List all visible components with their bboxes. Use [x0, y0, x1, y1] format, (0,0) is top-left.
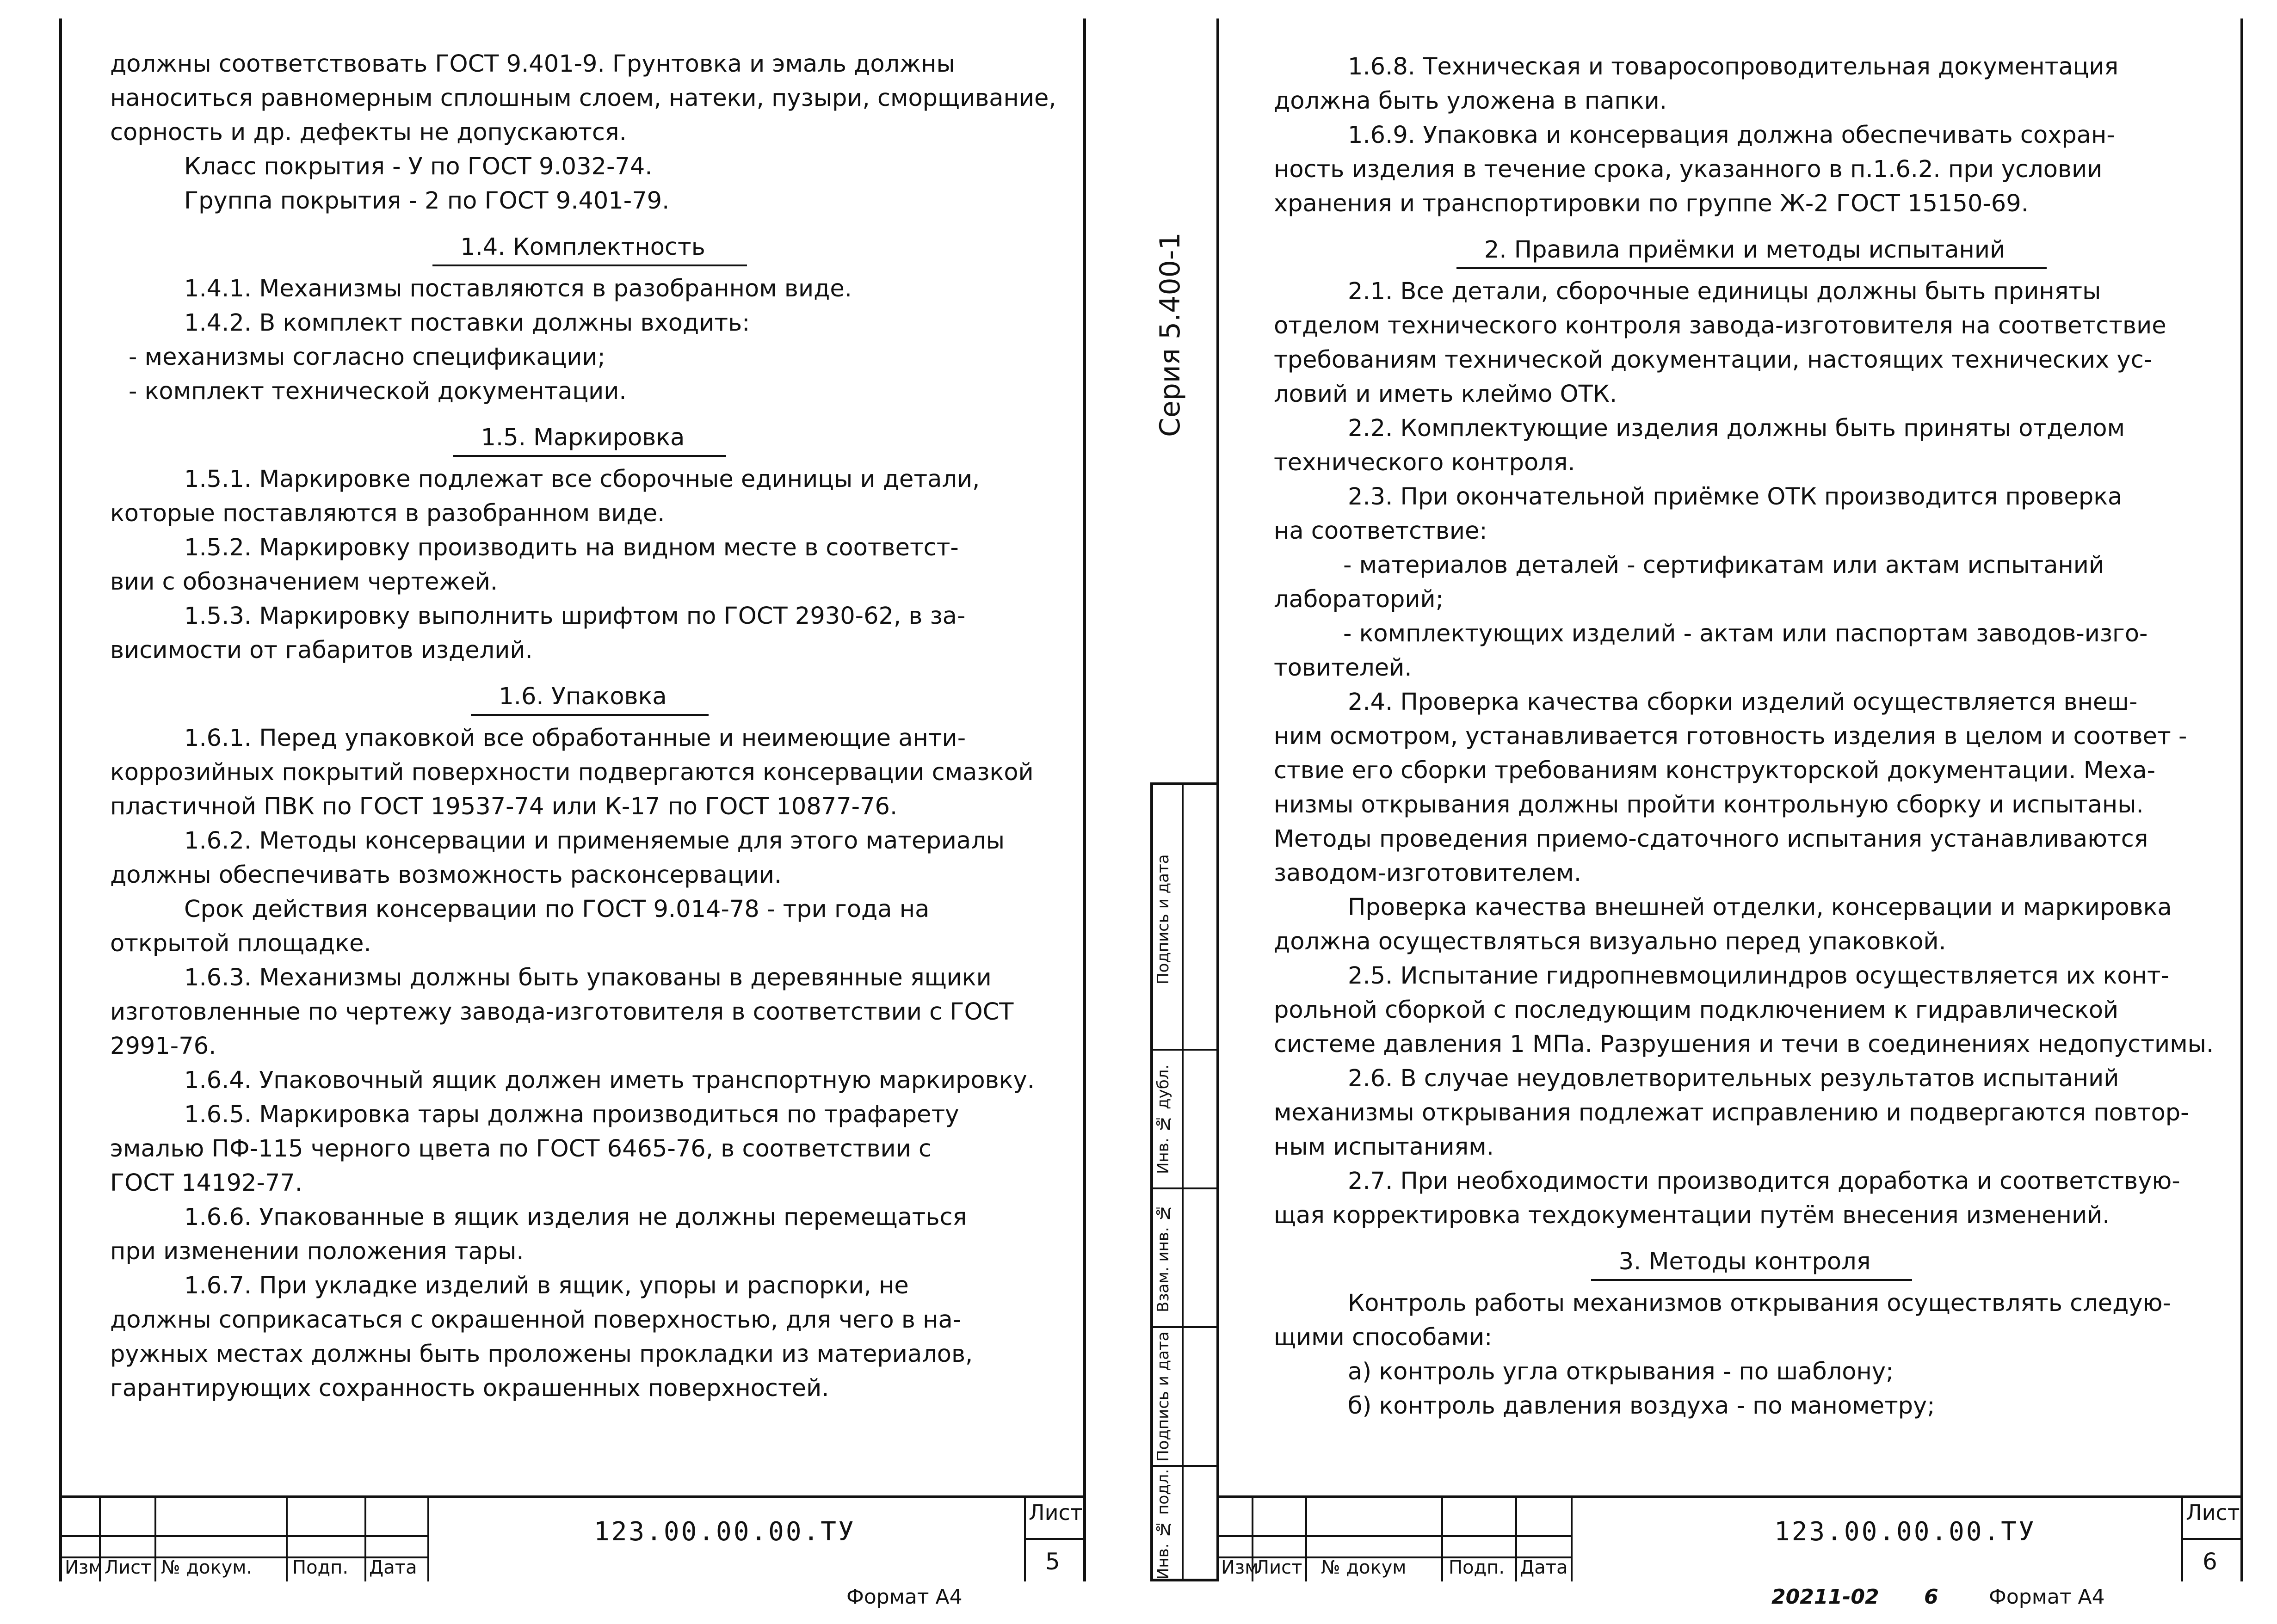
text-line: коррозийных покрытий поверхности подвергаются консервации смазкой: [110, 759, 1034, 786]
text-line: 1.6.9. Упаковка и консервация должна обеспечивать сохран-: [1348, 122, 2115, 149]
title-block: [1219, 1495, 2240, 1581]
text-line: 1.6.1. Перед упаковкой все обработанные и неимеющие анти-: [184, 725, 966, 752]
series-label: Серия 5.400-1: [1154, 232, 1186, 437]
stamp-podpis-data-1: Подпись и дата: [1154, 854, 1172, 984]
text-line: а) контроль угла открывания - по шаблону;: [1348, 1358, 1894, 1385]
text-line: отделом технического контроля завода-изготовителя на соответствие: [1274, 312, 2166, 339]
text-line: ним осмотром, устанавливается готовность изделия в целом и соответ -: [1274, 723, 2187, 750]
text-line: - механизмы согласно спецификации;: [129, 344, 605, 371]
document-code: 123.00.00.00.ТУ: [594, 1517, 856, 1547]
text-line: вии с обозначением чертежей.: [110, 568, 498, 596]
section-heading: 2. Правила приёмки и методы испытаний: [1274, 233, 2229, 269]
text-line: 2.2. Комплектующие изделия должны быть приняты отделом: [1348, 415, 2125, 442]
left-page: [59, 18, 1086, 1581]
text-line: - комплект технической документации.: [129, 378, 627, 405]
text-line: висимости от габаритов изделий.: [110, 637, 533, 664]
text-line: 1.5.3. Маркировку выполнить шрифтом по ГОСТ 2930-62, в за-: [184, 603, 966, 630]
album-number: 20211-02: [1771, 1585, 1879, 1609]
sheet-number: 6: [2203, 1548, 2217, 1575]
title-block: [62, 1495, 1083, 1581]
col-list-label: Лист: [1255, 1557, 1302, 1578]
section-heading: 1.6. Упаковка: [110, 680, 1069, 716]
format-label: Формат А4: [1989, 1585, 2105, 1609]
album-page: 6: [1924, 1585, 1938, 1609]
text-line: хранения и транспортировки по группе Ж-2 ГОСТ 15150-69.: [1274, 190, 2029, 217]
text-line: ствие его сборки требованиям конструкторской документации. Меха-: [1274, 757, 2156, 784]
text-line: 1.5.2. Маркировку производить на видном месте в соответст-: [184, 534, 959, 561]
text-line: ность изделия в течение срока, указанного в п.1.6.2. при условии: [1274, 156, 2103, 183]
text-line: 1.6.4. Упаковочный ящик должен иметь транспортную маркировку.: [184, 1067, 1035, 1094]
text-line: ГОСТ 14192-77.: [110, 1169, 302, 1197]
text-line: 1.6.2. Методы консервации и применяемые для этого материалы: [184, 827, 1005, 855]
section-heading: 1.5. Маркировка: [110, 421, 1069, 457]
text-line: заводом-изготовителем.: [1274, 860, 1582, 887]
text-line: 2.7. При необходимости производится доработка и соответствую-: [1348, 1168, 2180, 1195]
text-line: 2.4. Проверка качества сборки изделий осуществляется внеш-: [1348, 689, 2138, 716]
text-line: Контроль работы механизмов открывания осуществлять следую-: [1348, 1290, 2171, 1317]
text-line: открытой площадке.: [110, 930, 371, 957]
side-stamp: [1150, 782, 1216, 1581]
text-line: 1.6.7. При укладке изделий в ящик, упоры и распорки, не: [184, 1272, 909, 1299]
text-line: должна быть уложена в папки.: [1274, 87, 1667, 115]
col-doc-label: № докум.: [161, 1557, 253, 1578]
text-line: 1.4.2. В комплект поставки должны входить:: [184, 309, 750, 337]
sheet-number: 5: [1045, 1548, 1060, 1575]
text-line: щими способами:: [1274, 1324, 1493, 1351]
text-line: сорность и др. дефекты не допускаются.: [110, 119, 627, 146]
text-line: пластичной ПВК по ГОСТ 19537-74 или К-17 по ГОСТ 10877-76.: [110, 793, 898, 820]
text-line: рольной сборкой с последующим подключением к гидравлической: [1274, 997, 2119, 1024]
left-page-text: [110, 47, 1069, 1406]
text-line: Срок действия консервации по ГОСТ 9.014-78 - три года на: [184, 896, 930, 923]
col-doc-label: № докум: [1321, 1557, 1407, 1578]
text-line: Класс покрытия - У по ГОСТ 9.032-74.: [184, 153, 653, 180]
text-line: Методы проведения приемо-сдаточного испытания устанавливаются: [1274, 825, 2148, 853]
section-heading: 3. Методы контроля: [1274, 1245, 2229, 1281]
text-line: 2.5. Испытание гидропневмоцилиндров осуществляется их конт-: [1348, 962, 2169, 990]
col-data-label: Дата: [369, 1557, 417, 1578]
text-line: механизмы открывания подлежат исправлению и подвергаются повтор-: [1274, 1099, 2189, 1126]
text-line: требованиям технической документации, настоящих технических ус-: [1274, 346, 2153, 374]
text-line: наноситься равномерным сплошным слоем, натеки, пузыри, сморщивание,: [110, 85, 1056, 112]
text-line: 1.6.8. Техническая и товаросопроводительная документация: [1348, 53, 2119, 80]
text-line: Проверка качества внешней отделки, консервации и маркировка: [1348, 894, 2172, 921]
document-code: 123.00.00.00.ТУ: [1774, 1517, 2036, 1547]
col-list-label: Лист: [105, 1557, 152, 1578]
text-line: гарантирующих сохранность окрашенных поверхностей.: [110, 1375, 829, 1402]
text-line: - материалов деталей - сертификатам или актам испытаний: [1343, 552, 2104, 579]
text-line: технического контроля.: [1274, 449, 1575, 476]
text-line: эмалью ПФ-115 черного цвета по ГОСТ 6465-76, в соответствии с: [110, 1135, 932, 1163]
format-label: Формат А4: [846, 1585, 963, 1609]
text-line: 2.3. При окончательной приёмке ОТК производится проверка: [1348, 483, 2123, 511]
text-line: 1.4.1. Механизмы поставляются в разобранном виде.: [184, 275, 852, 302]
col-izm-label: Изм: [1221, 1557, 1259, 1578]
text-line: 1.6.6. Упакованные в ящик изделия не должны перемещаться: [184, 1204, 967, 1231]
text-line: ловий и иметь клеймо ОТК.: [1274, 381, 1617, 408]
text-line: должны обеспечивать возможность расконсервации.: [110, 861, 782, 889]
text-line: должны соответствовать ГОСТ 9.401-9. Грунтовка и эмаль должны: [110, 50, 955, 78]
text-line: низмы открывания должны пройти контрольную сборку и испытаны.: [1274, 791, 2144, 818]
col-izm-label: Изм: [65, 1557, 103, 1578]
text-line: щая корректировка техдокументации путём внесения изменений.: [1274, 1202, 2110, 1229]
text-line: 1.6.5. Маркировка тары должна производиться по трафарету: [184, 1101, 959, 1128]
sheet-label: Лист: [2186, 1500, 2240, 1525]
sheet-label: Лист: [1029, 1500, 1083, 1525]
text-line: 2.1. Все детали, сборочные единицы должны быть приняты: [1348, 278, 2101, 305]
text-line: на соответствие:: [1274, 517, 1487, 545]
text-line: б) контроль давления воздуха - по манометру;: [1348, 1392, 1935, 1420]
section-heading: 1.4. Комплектность: [110, 230, 1069, 266]
text-line: системе давления 1 МПа. Разрушения и течи в соединениях недопустимы.: [1274, 1031, 2214, 1058]
col-podp-label: Подп.: [1449, 1557, 1505, 1578]
stamp-podpis-data-2: Подпись и дата: [1154, 1331, 1172, 1462]
stamp-vzam-inv: Взам. инв. №: [1154, 1203, 1172, 1312]
text-line: 1.6.3. Механизмы должны быть упакованы в деревянные ящики: [184, 964, 992, 991]
right-page-text: [1274, 50, 2229, 1423]
text-line: должны соприкасаться с окрашенной поверхностью, для чего в на-: [110, 1306, 962, 1334]
right-page: [1216, 18, 2243, 1581]
text-line: товителей.: [1274, 654, 1412, 682]
stamp-inv-podl: Инв. № подл.: [1154, 1469, 1172, 1580]
text-line: должна осуществляться визуально перед упаковкой.: [1274, 928, 1946, 955]
text-line: которые поставляются в разобранном виде.: [110, 500, 665, 527]
text-line: при изменении положения тары.: [110, 1238, 524, 1265]
text-line: изготовленные по чертежу завода-изготовителя в соответствии с ГОСТ: [110, 998, 1014, 1026]
text-line: 1.5.1. Маркировке подлежат все сборочные единицы и детали,: [184, 466, 980, 493]
text-line: лабораторий;: [1274, 586, 1444, 613]
text-line: ным испытаниям.: [1274, 1133, 1494, 1161]
col-data-label: Дата: [1520, 1557, 1568, 1578]
text-line: Группа покрытия - 2 по ГОСТ 9.401-79.: [184, 187, 670, 215]
text-line: 2.6. В случае неудовлетворительных результатов испытаний: [1348, 1065, 2119, 1092]
stamp-inv-dubl: Инв. № дубл.: [1154, 1064, 1172, 1174]
text-line: - комплектующих изделий - актам или паспортам заводов-изго-: [1343, 620, 2148, 647]
col-podp-label: Подп.: [292, 1557, 349, 1578]
text-line: 2991-76.: [110, 1033, 216, 1060]
text-line: ружных местах должны быть проложены прокладки из материалов,: [110, 1341, 973, 1368]
